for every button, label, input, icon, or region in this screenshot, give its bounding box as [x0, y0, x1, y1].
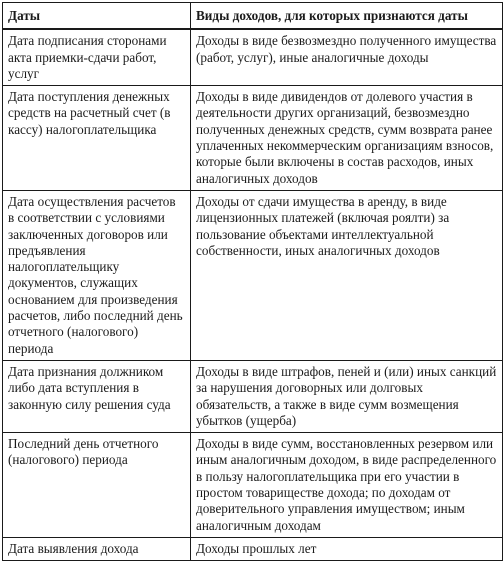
row-income-cell: Доходы в виде безвозмездно полученного имущества (работ, услуг), иные аналогичные доходы [191, 29, 503, 85]
table-body [3, 29, 503, 560]
table-row [3, 29, 503, 85]
row-income-cell: Доходы от сдачи имущества в аренду, в виде лицензионных платежей (включая роялти) за пользование объектами интеллектуальной собственности, иных аналогичных доходов [191, 190, 503, 360]
table-header [3, 3, 503, 30]
row-date-cell: Последний день отчетного (налогового) периода [3, 433, 191, 538]
row-date-cell: Дата поступления денежных средств на расчетный счет (в кассу) налогоплательщика [3, 86, 191, 191]
table-row [3, 86, 503, 191]
row-date-cell: Дата признания должником либо дата вступления в законную силу решения суда [3, 360, 191, 432]
table-row [3, 433, 503, 538]
row-date-cell: Дата осуществления расчетов в соответствии с условиями заключенных договоров или предъявления налогоплательщику документов, служащих основанием для произведения расчетов, либо последний день отчетного (налогового) периода [3, 190, 191, 360]
header-income-types: Виды доходов, для которых признаются даты [191, 3, 503, 30]
table-row [3, 360, 503, 432]
row-date-cell: Дата выявления дохода [3, 537, 191, 560]
row-income-cell: Доходы прошлых лет [191, 537, 503, 560]
header-row [3, 3, 503, 30]
row-income-cell: Доходы в виде штрафов, пеней и (или) иных санкций за нарушения договорных или долговых обязательств, а также в виде сумм возмещения убытков (ущерба) [191, 360, 503, 432]
row-income-cell: Доходы в виде сумм, восстановленных резервом или иным аналогичным доходом, в виде распределенного в пользу налогоплательщика при его участии в простом товариществе дохода; по доходам от доверительного управления имуществом; иным аналогичным доходам [191, 433, 503, 538]
income-dates-table [2, 2, 503, 561]
table-row [3, 190, 503, 360]
header-dates: Даты [3, 3, 191, 30]
row-income-cell: Доходы в виде дивидендов от долевого участия в деятельности других организаций, безвозмездно полученных денежных средств, сумм возврата ранее уплаченных некоммерческим организациям взносов, которые были включены в состав расходов, иных аналогичных доходов [191, 86, 503, 191]
row-date-cell: Дата подписания сторонами акта приемки-сдачи работ, услуг [3, 29, 191, 85]
table-row [3, 537, 503, 560]
